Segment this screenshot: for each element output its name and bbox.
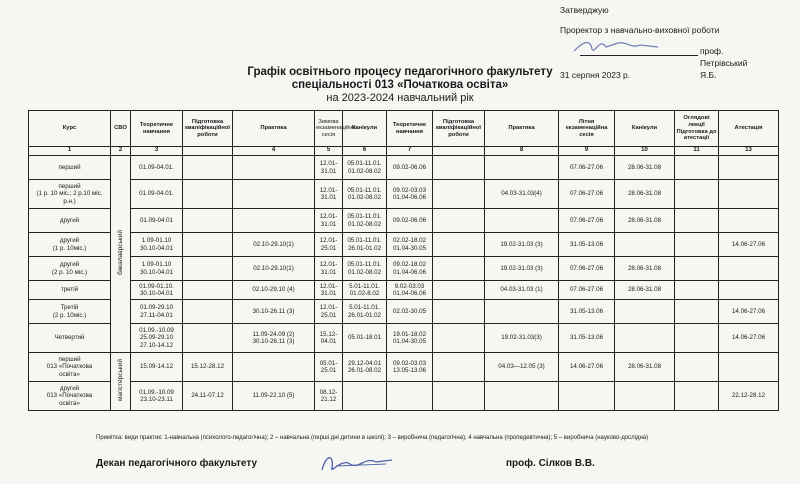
cell-practice: 02.10-29.10 (4): [233, 281, 315, 300]
signature-icon: [570, 35, 660, 57]
title-line-1: Графік освітнього процесу педагогічного факультету: [247, 66, 553, 78]
cell-winter: 12.01- 31.01: [315, 257, 343, 281]
cell-qual: [183, 156, 233, 180]
cell-holidays2: [615, 300, 675, 324]
column-number: 7: [387, 147, 433, 156]
table-row: [29, 353, 779, 382]
cell-holidays2: 28.06-31.08: [615, 353, 675, 382]
cell-winter: 12.01- 25.01: [315, 233, 343, 257]
cell-review: [675, 257, 719, 281]
cell-winter: 12.01- 31.01: [315, 209, 343, 233]
cell-practice2: [485, 300, 559, 324]
cell-practice2: [485, 209, 559, 233]
cell-qual2: [433, 382, 485, 411]
cell-qual2: [433, 209, 485, 233]
cell-theory2: 09.02-18.02 01.04-06.06: [387, 257, 433, 281]
cell-holidays: 05.01-18.01: [343, 324, 387, 353]
cell-review: [675, 300, 719, 324]
cell-practice: 11.09-22.10 (5): [233, 382, 315, 411]
cell-theory2: 09.02-06.06: [387, 209, 433, 233]
cell-theory2: 19.01-18.02 01.04-30.05: [387, 324, 433, 353]
table-row: [29, 382, 779, 411]
cell-course: перший: [29, 156, 111, 180]
cell-practice2: 04.03-31.03 (1): [485, 281, 559, 300]
cell-theory2: 09.02-06.06: [387, 156, 433, 180]
cell-review: [675, 353, 719, 382]
cell-review: [675, 324, 719, 353]
table-row: [29, 257, 779, 281]
cell-review: [675, 233, 719, 257]
schedule-rows: [29, 156, 779, 411]
approver-role: Проректор з навчально-виховної роботи: [560, 25, 720, 35]
cell-theory2: 02.02-30.05: [387, 300, 433, 324]
header-course: Курс: [29, 111, 111, 147]
header-winter-session: Зимова екзаменаційна сесія: [315, 111, 343, 147]
approver-name: проф. Петрівський Я.Б.: [700, 46, 748, 80]
header-theory: Теоретичне навчання: [131, 111, 183, 147]
cell-winter: 12.01- 25.01: [315, 300, 343, 324]
cell-qual2: [433, 324, 485, 353]
cell-theory: 1.09-01.10 30.10-04.01: [131, 233, 183, 257]
cell-attest: 14.06-27.06: [719, 300, 779, 324]
column-number: 5: [315, 147, 343, 156]
cell-summer: 07.06-27.06: [559, 281, 615, 300]
cell-holidays2: 28.06-31.08: [615, 156, 675, 180]
cell-attest: [719, 180, 779, 209]
cell-practice: 11.09-24.09 (2) 30.10-26.11 (3): [233, 324, 315, 353]
column-numbers-row: [29, 147, 779, 156]
header-row: [29, 111, 779, 147]
cell-holidays2: 28.06-31.08: [615, 209, 675, 233]
column-number: 6: [343, 147, 387, 156]
cell-holidays2: [615, 324, 675, 353]
cell-theory2: 9.02-03.03 01.04-06.06: [387, 281, 433, 300]
column-number: 13: [719, 147, 779, 156]
cell-course: другий: [29, 209, 111, 233]
cell-attest: [719, 209, 779, 233]
column-number: 2: [111, 147, 131, 156]
column-number: 3: [131, 147, 183, 156]
title-line-2: спеціальності 013 «Початкова освіта»: [291, 79, 509, 91]
cell-holidays: 05.01-11.01. 26.01-01.02: [343, 233, 387, 257]
column-number: 10: [615, 147, 675, 156]
cell-theory: 01.09-04.01.: [131, 156, 183, 180]
cell-attest: 14.06-27.06: [719, 233, 779, 257]
cell-summer: 31.05-13.06: [559, 300, 615, 324]
cell-review: [675, 382, 719, 411]
cell-theory: 01.09.-10.09 23.10-23.11: [131, 382, 183, 411]
table-row: [29, 281, 779, 300]
cell-qual: [183, 300, 233, 324]
header-review-lectures: Оглядові лекції Підготовка до атестації: [675, 111, 719, 147]
column-number: 8: [485, 147, 559, 156]
cell-review: [675, 281, 719, 300]
cell-summer: 07.06-27.06: [559, 156, 615, 180]
cell-holidays: 29.12-04.01 26.01-08.02: [343, 353, 387, 382]
cell-holidays2: [615, 233, 675, 257]
cell-theory2: 09.02-03.03 01.04-06.06: [387, 180, 433, 209]
header-holidays-2: Канікули: [615, 111, 675, 147]
cell-practice: 02.10-29.10(1): [233, 233, 315, 257]
cell-holidays: 05.01-11.01. 01.02-08.02: [343, 257, 387, 281]
cell-summer: 07.06-27.06: [559, 180, 615, 209]
cell-holidays: 5.01-11.01. 01.02-8.02: [343, 281, 387, 300]
cell-course: перший 013 «Початкова освіта»: [29, 353, 111, 382]
cell-practice: [233, 180, 315, 209]
cell-course: Четвертий: [29, 324, 111, 353]
cell-summer: 31.05-13.06: [559, 324, 615, 353]
column-number: 4: [233, 147, 315, 156]
svo-bachelor: [111, 156, 131, 353]
cell-practice2: 19.02-31.03 (3): [485, 257, 559, 281]
table-row: [29, 233, 779, 257]
cell-attest: [719, 156, 779, 180]
cell-practice: [233, 353, 315, 382]
cell-theory: 01.09-04.01.: [131, 180, 183, 209]
cell-qual2: [433, 353, 485, 382]
cell-qual: [183, 209, 233, 233]
footnote: Примітка: види практик: 1-навчальна (психолого-педагогічна); 2 – навчальна (перші дні дитини в школі); 3 – виробнича (педагогічна); 4 навчальна (пропедевтична); 5 – виробнича (науково-дослідна): [96, 435, 649, 441]
cell-theory: 1.09-01.10 30.10-04.01: [131, 257, 183, 281]
cell-practice2: [485, 382, 559, 411]
cell-qual: [183, 324, 233, 353]
cell-course: перший (1 р. 10 міс.; 2 р.10 міс. р.н.): [29, 180, 111, 209]
cell-summer: 07.06-27.06: [559, 257, 615, 281]
cell-winter: 12.01- 31.01: [315, 180, 343, 209]
cell-summer: 14.06-27.06: [559, 353, 615, 382]
cell-holidays2: 28.06-31.08: [615, 257, 675, 281]
column-number: 11: [675, 147, 719, 156]
cell-course: другий (1 р. 10міс.): [29, 233, 111, 257]
cell-attest: 22.12-28.12: [719, 382, 779, 411]
cell-qual2: [433, 180, 485, 209]
cell-course: Третій (2 р. 10міс.): [29, 300, 111, 324]
cell-winter: 12.01- 31.01: [315, 281, 343, 300]
cell-qual: 15.12-28.12: [183, 353, 233, 382]
cell-summer: 07.06-27.06: [559, 209, 615, 233]
cell-attest: [719, 281, 779, 300]
title-line-3: на 2023-2024 навчальний рік: [326, 92, 474, 104]
cell-theory2: 02.02-18.02 01.04-30.05: [387, 233, 433, 257]
header-theory-2: Теоретичне навчання: [387, 111, 433, 147]
cell-winter: 15.12- 04.01: [315, 324, 343, 353]
cell-qual: [183, 257, 233, 281]
dean-title: Декан педагогічного факультету: [96, 458, 258, 469]
svo-label: бакалаврський: [116, 230, 124, 276]
cell-winter: 08.12- 21.12: [315, 382, 343, 411]
cell-qual: [183, 281, 233, 300]
cell-holidays: 5.01-11.01. 26.01-01.02: [343, 300, 387, 324]
cell-qual2: [433, 257, 485, 281]
cell-qual2: [433, 300, 485, 324]
cell-qual: [183, 180, 233, 209]
dean-signature-icon: [316, 450, 396, 476]
cell-practice2: [485, 156, 559, 180]
cell-theory2: [387, 382, 433, 411]
cell-winter: 12.01- 31.01: [315, 156, 343, 180]
table-row: [29, 156, 779, 180]
header-attestation: Атестація: [719, 111, 779, 147]
table-row: [29, 209, 779, 233]
cell-holidays2: [615, 382, 675, 411]
cell-theory: 01.09-04.01: [131, 209, 183, 233]
header-summer-session: Літня екзаменаційна сесія: [559, 111, 615, 147]
column-number: 9: [559, 147, 615, 156]
dean-name: проф. Сілков В.В.: [506, 458, 595, 469]
cell-practice: 02.10-29.10(1): [233, 257, 315, 281]
cell-review: [675, 209, 719, 233]
header-qualification-2: Підготовка кваліфікаційної роботи: [433, 111, 485, 147]
cell-holidays2: 28.06-31.08: [615, 281, 675, 300]
cell-course: третій: [29, 281, 111, 300]
cell-qual2: [433, 281, 485, 300]
cell-theory: 01.09.-10.09 25.09-29.10 27.10-14.12: [131, 324, 183, 353]
cell-practice2: 04.03-31.03(4): [485, 180, 559, 209]
document-title: [0, 66, 800, 105]
table-row: [29, 300, 779, 324]
cell-winter: 05.01- 25.01: [315, 353, 343, 382]
cell-theory: 01.09-29.10 27.11-04.01: [131, 300, 183, 324]
cell-review: [675, 180, 719, 209]
table-row: [29, 324, 779, 353]
approval-date: 31 серпня 2023 р.: [560, 70, 631, 80]
header-qualification: Підготовка кваліфікаційної роботи: [183, 111, 233, 147]
header-svo: СВО: [111, 111, 131, 147]
cell-holidays: [343, 382, 387, 411]
svo-label: магістерський: [116, 359, 124, 402]
cell-attest: 14.06-27.06: [719, 324, 779, 353]
cell-summer: 31.05-13.06: [559, 233, 615, 257]
cell-course: другий 013 «Початкова освіта»: [29, 382, 111, 411]
column-number: 1: [29, 147, 111, 156]
table-row: [29, 180, 779, 209]
cell-holidays: 05.01-11.01. 01.02-08.02: [343, 209, 387, 233]
approve-label: Затверджую: [560, 5, 609, 15]
cell-qual2: [433, 156, 485, 180]
header-holidays: Канікули: [343, 111, 387, 147]
cell-attest: [719, 353, 779, 382]
cell-theory: 01.09-01.10. 30.10-04.01: [131, 281, 183, 300]
header-practice-2: Практика: [485, 111, 559, 147]
cell-qual: 24.11-07.12: [183, 382, 233, 411]
cell-practice2: 04.03—12.05 (3): [485, 353, 559, 382]
cell-practice2: 19.02-31.03 (3): [485, 233, 559, 257]
cell-practice: [233, 209, 315, 233]
cell-summer: [559, 382, 615, 411]
cell-theory2: 09.02-03.03 13.05-13.06: [387, 353, 433, 382]
cell-course: другий (2 р. 10 міс.): [29, 257, 111, 281]
cell-practice: 30.10-26.11 (3): [233, 300, 315, 324]
cell-holidays: 05.01-11.01. 01.02-08.02: [343, 156, 387, 180]
header-practice: Практика: [233, 111, 315, 147]
column-number: [433, 147, 485, 156]
schedule-table: [28, 110, 779, 411]
cell-practice: [233, 156, 315, 180]
cell-practice2: 19.02-31.03(3): [485, 324, 559, 353]
cell-theory: 15.09-14.12: [131, 353, 183, 382]
svo-master: [111, 353, 131, 411]
column-number: [183, 147, 233, 156]
cell-qual: [183, 233, 233, 257]
cell-holidays2: 28.06-31.08: [615, 180, 675, 209]
cell-attest: [719, 257, 779, 281]
cell-qual2: [433, 233, 485, 257]
cell-review: [675, 156, 719, 180]
cell-holidays: 05.01-11.01. 01.02-08.02: [343, 180, 387, 209]
